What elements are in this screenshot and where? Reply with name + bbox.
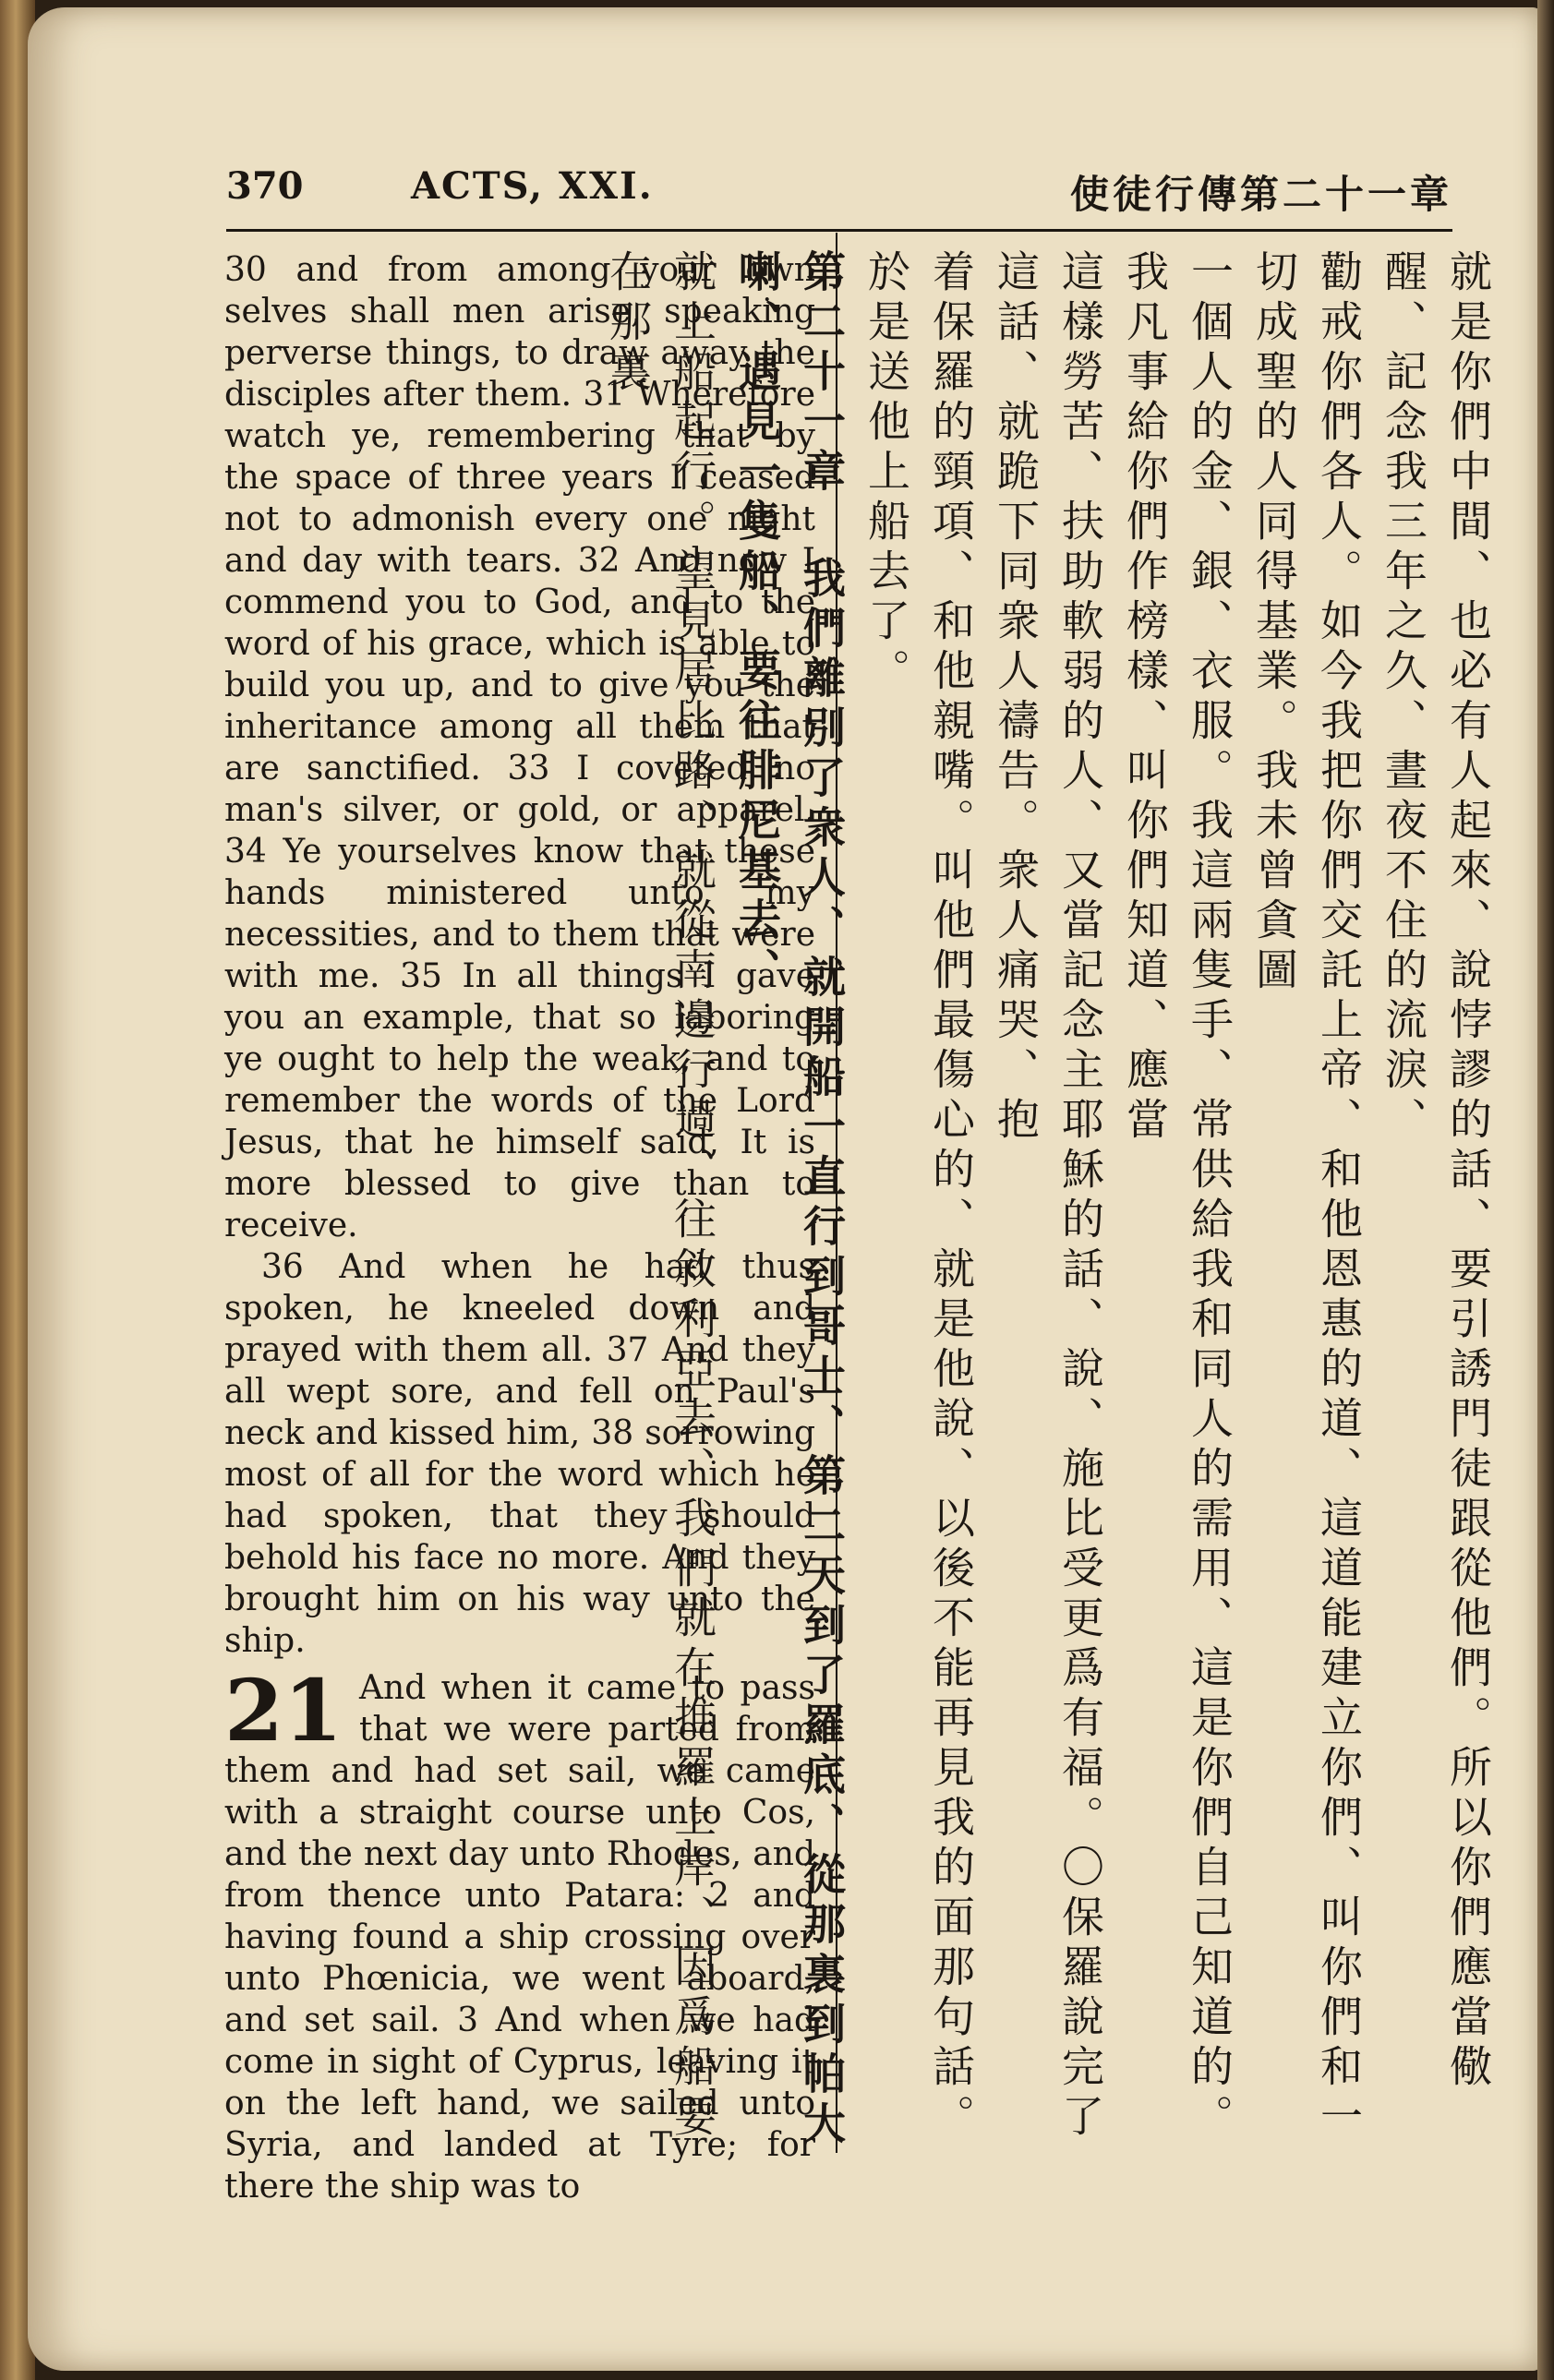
chinese-chapter-line: 第二十一章 我們離別了衆人、就開船一直行到哥士、第二天到了羅底、從那裏到帕大喇、遇見一隻船、要往腓尼基去、: [732, 249, 847, 2151]
header-rule: [226, 229, 1452, 232]
chapter-number: 21: [224, 1661, 343, 1761]
book-edge-right: [1537, 0, 1554, 2380]
running-title-english: ACTS, XXI.: [411, 164, 654, 208]
chinese-line: 勸戒你們各人。如今我把你們交託上帝、和他恩惠的道、這道能建立你們、叫你們和一切成聖的人同得基業。我未曾貪圖: [1249, 249, 1364, 2144]
page-header: [226, 164, 1452, 220]
chinese-line: 這樣勞苦、扶助軟弱的人、又當記念主耶穌的話、說、施比受更爲有福。〇保羅說完了這話、就跪下同衆人禱告。衆人痛哭、抱: [991, 249, 1105, 2144]
chinese-line: 就上船起行。望見居比路、就從南邊行過、往敘利亞去、我們就在推羅上岸、因爲船要在那裏: [603, 249, 717, 2144]
chinese-line: 着保羅的頸項、和他親嘴。叫他們最傷心的、就是他說、以後不能再見我的面那句話。於是送他上船去了。: [861, 249, 976, 2144]
english-paragraph: And when it came to pass that we were parted from them and had set sail, we came with a straight course unto Cos, and the next day unto Rhodes, and from thence unto Patara: 2 and having found a ship crossing over unto Phœnicia, we went aboard, and set sail. 3 And when we had come in sight of Cyprus, leaving it on the left hand, we sailed unto Syria, and landed at Tyre; for there the ship was to: [224, 1669, 815, 2206]
chinese-line: 一個人的金、銀、衣服。我這兩隻手、常供給我和同人的需用、這是你們自己知道的。我凡事給你們作榜樣、叫你們知道、應當: [1120, 249, 1235, 2144]
chinese-line: 就是你們中間、也必有人起來、說悖謬的話、要引誘門徒跟從他們。所以你們應當儆醒、記念我三年之久、晝夜不住的流淚、: [1379, 249, 1493, 2094]
english-paragraph: 36 And when he had thus spoken, he kneeled down and prayed with them all. 37 And they all wept sore, and fell on Paul's neck and kissed him, 38 sorrowing most of all for the word which he had spoken, that they should behold his face no more. And they brought him on his way unto the ship.: [224, 1248, 815, 1660]
chinese-column: [603, 249, 1500, 2151]
page-number: 370: [226, 164, 304, 208]
running-title-chinese: 使徒行傳第二十一章: [1069, 172, 1452, 217]
english-paragraph: 30 and from among your own selves shall men arise, speaking perverse things, to draw away the disciples after them. 31 Wherefore watch ye, remembering that by the space of three years I ceased not to admonish every one night and day with tears. 32 And now I commend you to God, and to the word of his grace, which is able to build you up, and to give you the inheritance among all them that are sanctified. 33 I coveted no man's silver, or gold, or apparel. 34 Ye yourselves know that these hands ministered unto my necessities, and to them that were with me. 35 In all things I gave you an example, that so laboring ye ought to help the weak, and to remember the words of the Lord Jesus, that he himself said, It is more blessed to give than to receive.: [224, 251, 815, 1244]
